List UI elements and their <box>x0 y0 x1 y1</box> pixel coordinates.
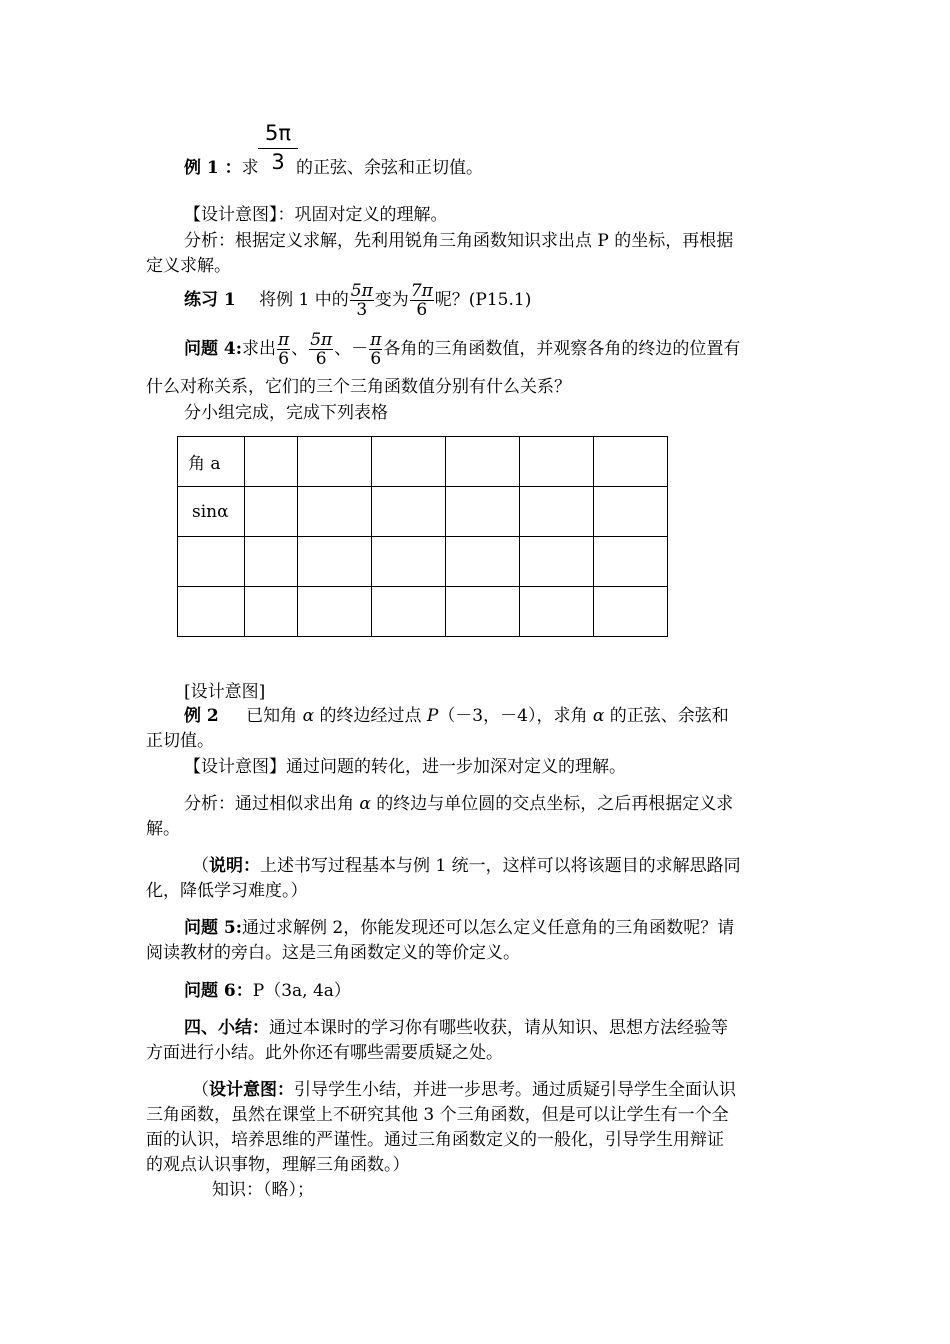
table-row <box>178 437 668 487</box>
angle-values-table <box>177 436 668 637</box>
table-cell <box>594 487 668 537</box>
example1-text-after: 的正弦、余弦和正切值。 <box>296 158 483 178</box>
knowledge-line: 知识：（略）； <box>212 1180 314 1200</box>
summary-label: 四、小结： <box>184 1018 269 1038</box>
table-cell <box>520 487 594 537</box>
practice1-fraction-2: $\frac{7\pi}{6}$ <box>410 281 433 320</box>
question5-line2: 阅读教材的旁白。这是三角函数定义的等价定义。 <box>146 943 520 963</box>
practice1-text1: 将例 1 中的 <box>259 290 349 310</box>
question4-line1: 问题 4:求出 $\frac{\pi}{6}$ 、 $\frac{5\pi}{6}$ 、－ $\frac{\pi}{6}$ 各角的三角函数值，并观察各角的终边的位置有 <box>184 330 741 369</box>
table-cell <box>594 587 668 637</box>
table-cell <box>372 487 446 537</box>
note-label: 说明： <box>209 856 260 876</box>
table-cell <box>372 587 446 637</box>
table-cell <box>520 537 594 587</box>
table-cell <box>594 537 668 587</box>
question4-fraction-1: $\frac{\pi}{6}$ <box>278 330 290 369</box>
design-intent-4-label: 设计意图： <box>209 1080 294 1100</box>
table-cell <box>520 587 594 637</box>
example2-line1: 例 2 已知角 α 的终边经过点 P（－3，－4），求角 α 的正弦、余弦和 <box>184 706 729 726</box>
table-cell <box>446 537 520 587</box>
example2-label: 例 2 <box>184 706 219 726</box>
question6-label: 问题 6： <box>184 981 253 1001</box>
design-intent-3: 【设计意图】通过问题的转化，进一步加深对定义的理解。 <box>184 757 626 777</box>
table-cell <box>298 537 372 587</box>
example1-label: 例 1 ： <box>184 158 242 178</box>
table-cell <box>446 437 520 487</box>
question4-line3: 分小组完成，完成下列表格 <box>184 403 388 423</box>
table-cell <box>298 437 372 487</box>
practice1-text3: 呢？(P15.1) <box>434 290 532 310</box>
practice1-fraction-1: $\frac{5\pi}{3}$ <box>350 281 373 320</box>
table-cell <box>245 587 298 637</box>
analysis-1-line1: 分析：根据定义求解，先利用锐角三角函数知识求出点 P 的坐标，再根据 <box>184 231 734 251</box>
question6: 问题 6：P（3a, 4a） <box>184 981 351 1001</box>
table-cell <box>594 437 668 487</box>
design-intent-4-line1: （设计意图：引导学生小结，并进一步思考。通过质疑引导学生全面认识 <box>192 1080 736 1100</box>
table-cell <box>520 437 594 487</box>
design-intent-4-line4: 的观点认识事物，理解三角函数。） <box>146 1155 410 1175</box>
analysis-2-line1: 分析：通过相似求出角 α 的终边与单位圆的交点坐标，之后再根据定义求 <box>184 794 734 814</box>
analysis-1-line2: 定义求解。 <box>146 256 231 276</box>
practice1-text2: 变为 <box>374 290 409 310</box>
question4-label: 问题 4: <box>184 339 243 359</box>
summary-line2: 方面进行小结。此外你还有哪些需要质疑之处。 <box>146 1043 503 1063</box>
table-row <box>178 587 668 637</box>
table-cell <box>372 437 446 487</box>
question4-line2: 什么对称关系，它们的三个三角函数值分别有什么关系？ <box>146 377 571 397</box>
note-line1: （说明：上述书写过程基本与例 1 统一，这样可以将该题目的求解思路同 <box>192 856 741 876</box>
note-line2: 化，降低学习难度。） <box>146 881 308 901</box>
question5-label: 问题 5: <box>184 918 243 938</box>
practice1 <box>184 280 531 320</box>
design-intent-4-line3: 面的认识，培养思维的严谨性。通过三角函数定义的一般化，引导学生用辩证 <box>146 1130 724 1150</box>
design-intent-1: 【设计意图】：巩固对定义的理解。 <box>184 205 448 225</box>
design-intent-2: [设计意图] <box>184 682 266 702</box>
table-cell <box>446 587 520 637</box>
example1-heading <box>184 156 259 180</box>
question5-line1: 问题 5:通过求解例 2，你能发现还可以怎么定义任意角的三角函数呢？请 <box>184 918 735 938</box>
table-row <box>178 487 668 537</box>
table-cell <box>372 537 446 587</box>
design-intent-4-line2: 三角函数，虽然在课堂上不研究其他 3 个三角函数，但是可以让学生有一个全 <box>146 1105 729 1125</box>
summary-line1: 四、小结：通过本课时的学习你有哪些收获，请从知识、思想方法经验等 <box>184 1018 728 1038</box>
table-header-sin: sinα <box>178 487 245 537</box>
practice1-label: 练习 1 <box>184 290 236 310</box>
table-cell <box>298 587 372 637</box>
question4-fraction-2: $\frac{5\pi}{6}$ <box>310 330 333 369</box>
table-header-empty <box>178 587 245 637</box>
table-cell <box>245 437 298 487</box>
table-cell <box>245 537 298 587</box>
analysis-2-line2: 解。 <box>146 819 180 839</box>
example1-text-before: 求 <box>241 158 259 178</box>
table-header-empty <box>178 537 245 587</box>
table-cell <box>245 487 298 537</box>
table-header-angle: 角 a <box>178 437 245 487</box>
example2-line2: 正切值。 <box>146 731 214 751</box>
table-cell <box>298 487 372 537</box>
example1-fraction-denominator: 3 <box>271 150 285 174</box>
example1-fraction <box>258 120 298 175</box>
table-cell <box>446 487 520 537</box>
question4-fraction-3: $\frac{\pi}{6}$ <box>370 330 382 369</box>
table-row <box>178 537 668 587</box>
example1-fraction-numerator: 5π <box>258 120 298 149</box>
